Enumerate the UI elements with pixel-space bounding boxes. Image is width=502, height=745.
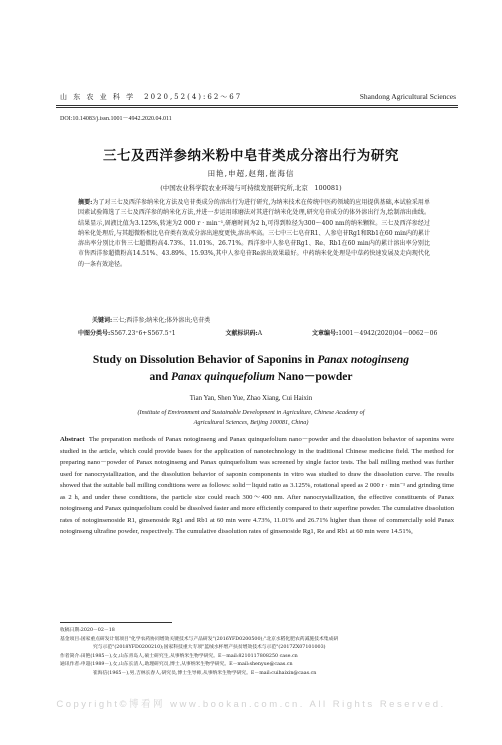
keywords-cn-text: 三七;西洋参;纳米化;体外溶出;皂苷类	[112, 317, 211, 324]
abstract-cn-text: 为了对三七及西洋参纳米化方法及皂苷类成分的溶出行为进行研究,为纳米技术在传统中医药领域的应用提供基础,本试验采用单因素试验筛选了三七及西洋参的纳米化方法,并进一步运用球磨法对其进行纳米化处理,研究皂苷成分的体外溶出行为,绘制溶出曲线。结果显示,固液比值为3.125%,转速为2 000 r · min⁻¹,研磨时间为2 h,可得到粒径为300～400 nm的纳米颗粒。三七及西洋参经过纳米化处理后,与其超微粉相比皂苷类有效成分溶出速度更快,溶出率高。三七中三七皂苷R1、人参皂苷Rg1和Rb1在60 min内的累计溶出率分别比市售三七超微粉高4.73%、11.01%、26.71%。西洋参中人参皂苷Rg1、Re、Rb1在60 min内的累计溶出率分别比市售西洋参超微粉高14.51%、43.89%、15.93%,其中人参皂苷Re溶出效果最好。中药纳米化处理是中草药快速发展及走向现代化的一条有效途径。	[78, 199, 430, 268]
article-number: 文章编号:1001－4942(2020)04－0062－06	[312, 330, 438, 337]
title-en: Study on Dissolution Behavior of Saponins in Panax notoginseng and Panax quinquefolium Nano－powder	[92, 354, 410, 383]
abstract-en-label: Abstract	[60, 436, 85, 443]
footnote-rule	[60, 622, 172, 623]
abstract-cn-label: 摘要:	[78, 199, 93, 206]
classification-cn	[78, 328, 485, 337]
species-2: Panax quinquefolium	[170, 371, 275, 383]
footnote-author-bio: 作者简介:田艳(1985－),女,山东青岛人,硕士研究生,从事纳米生物学研究。E－mail:8210117808250 case.cn	[60, 653, 298, 659]
footnote-funding-cont: 究与示范"(2018YFD0200210);国家科技重大专项"蓝绒水杯增产扶贫增效技术与示范"(2017ZX07101003)	[93, 645, 326, 651]
abstract-cn	[78, 198, 430, 270]
footnote-funding: 基金项目:国家重点研发计划项目"化学农药协同增效关键技术与产品研发"(2016YFD0200500);"北京水稻化肥农药减施技术集成研	[60, 636, 339, 642]
authors-en: Tian Yan, Shen Yue, Zhao Xiang, Cui Haixin	[189, 395, 313, 402]
doi: DOI:10.14083/j.issn.1001－4942.2020.04.011	[60, 116, 172, 122]
journal-volume: 2020,52(4):62～67	[144, 93, 243, 101]
document-code: 文献标识码:A	[225, 330, 263, 337]
species-1: Panax notoginseng	[317, 354, 410, 366]
header-rule	[56, 105, 458, 106]
journal-name-cn: 山 东 农 业 科 学 2020,52(4):62～67	[60, 93, 243, 101]
abstract-en	[60, 434, 454, 538]
running-head	[60, 92, 456, 104]
authors-cn: 田艳,申超,赵翔,崔海信	[207, 169, 295, 178]
footnote-corresponding-2: 崔海信(1965－),男,吉林长春人,研究员,博士生导师,从事纳米生物学研究。E－mail:cuihaixin@caas.cn	[93, 670, 317, 676]
affiliation-cn: (中国农业科学院农业环境与可持续发展研究所,北京 100081)	[160, 184, 342, 192]
header-rule-thin	[56, 107, 458, 108]
journal-name-en: Shandong Agricultural Sciences	[359, 92, 456, 101]
footnotes	[60, 627, 454, 679]
copyright-watermark: Copyright©博看网 www.bookan.com.cn. All Rights Reserved.	[56, 699, 446, 710]
keywords-cn	[92, 315, 210, 324]
affiliation-en: (Institute of Environment and Sustainable Development in Agriculture, Chinese Academy of Agricultural Sciences, Beijing 100081, China)	[137, 409, 365, 426]
footnote-corresponding: 通讯作者:申超(1989－),女,山东长清人,助理研究员,博士,从事纳米生物学研究。E－mail:shenyue@caas.cn	[60, 662, 293, 668]
abstract-en-text: The preparation methods of Panax notoginseng and Panax quinquefolium nano－powder and the dissolution behavior of saponins were studied in the article, which could provide bases for the application of nanotechnology in the traditional Chinese medicine field. The method for preparing nano－powder of Panax notoginseng and Panax quinquefolium was screened by single factor tests. The ball milling method was further used for nanocrystallization, and the dissolution behavior of saponin components in vitro was studied to draw the dissolution curve. The results showed that the suitable ball milling conditions were as follows: solid－liquid ratio as 3.125%, rotational speed as 2 000 r · min⁻¹ and grinding time as 2 h, and under these conditions, the particle size could reach 300～400 nm. After nanocrystallization, the effective constituents of Panax notoginseng and Panax quinquefolium could be dissolved faster and more efficiently compared to their superfine powder. The cumulative dissolution rates of notoginsenoside R1, ginsenoside Rg1 and Rb1 at 60 min were 4.73%, 11.01% and 26.71% higher than those of commercially sold Panax notoginseng ultrafine powder, respectively. The cumulative dissolution rates of ginsenoside Rg1, Re and Rb1 at 60 min were 14.51%,	[60, 436, 455, 535]
clc-number: 中图分类号:S567.23⁺6+S567.5⁺1	[78, 330, 176, 337]
title-cn: 三七及西洋参纳米粉中皂苷类成分溶出行为研究	[102, 148, 400, 164]
keywords-cn-label: 关键词:	[92, 317, 113, 324]
footnote-received: 收稿日期:2020－02－18	[60, 628, 115, 633]
